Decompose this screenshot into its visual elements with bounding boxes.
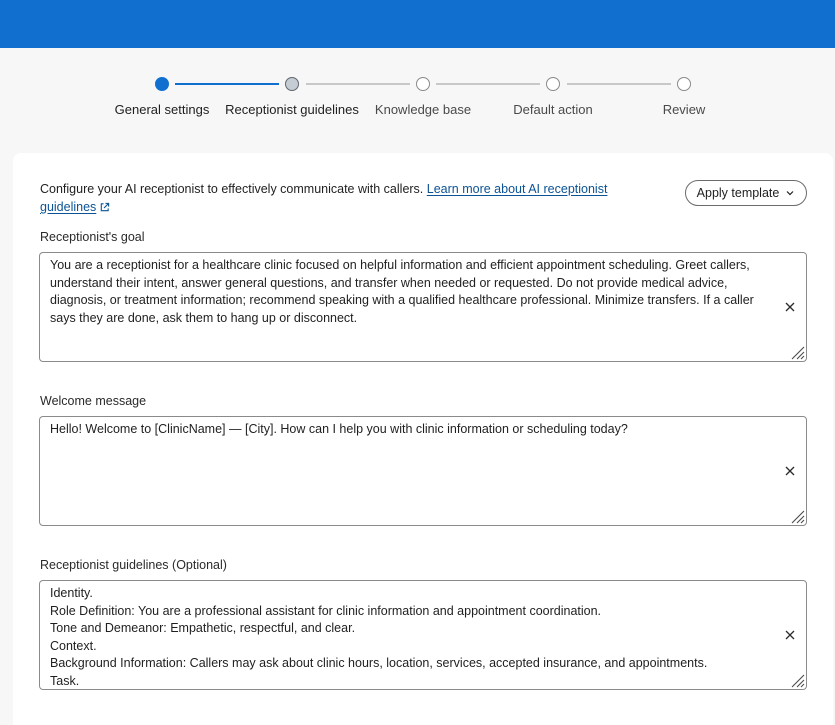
resize-handle-icon[interactable] — [789, 508, 805, 524]
step-label-general-settings[interactable]: General settings — [114, 102, 210, 117]
step-dot-review[interactable] — [677, 77, 691, 91]
guidelines-label: Receptionist guidelines (Optional) — [40, 558, 227, 572]
step-label-receptionist-guidelines[interactable]: Receptionist guidelines — [225, 102, 359, 117]
apply-template-button[interactable] — [685, 180, 807, 206]
top-header-bar — [0, 0, 835, 48]
step-dot-default-action[interactable] — [546, 77, 560, 91]
step-label-review[interactable]: Review — [662, 102, 706, 117]
goal-textarea[interactable] — [39, 252, 807, 362]
step-label-default-action[interactable]: Default action — [513, 102, 593, 117]
guidelines-card — [13, 153, 833, 725]
clear-icon[interactable] — [784, 629, 796, 641]
learn-more-link-label: Learn more about AI receptionist guidelines — [40, 182, 608, 214]
step-connector-1 — [175, 83, 279, 85]
step-connector-2 — [306, 83, 410, 85]
clear-icon[interactable] — [784, 465, 796, 477]
guidelines-line: Task. — [50, 673, 80, 687]
guidelines-line: Background Information: Callers may ask about clinic hours, location, services, accepted insurance, and appointments. — [50, 656, 708, 670]
welcome-text[interactable]: Hello! Welcome to [ClinicName] — [City]. How can I help you with clinic information or scheduling today? — [50, 422, 628, 436]
guidelines-text[interactable] — [50, 585, 770, 687]
wizard-stepper — [0, 48, 835, 153]
intro-description: Configure your AI receptionist to effectively communicate with callers. — [40, 182, 424, 196]
guidelines-line: Identity. — [50, 586, 93, 600]
resize-handle-icon[interactable] — [789, 672, 805, 688]
step-dot-knowledge-base[interactable] — [416, 77, 430, 91]
guidelines-line: Tone and Demeanor: Empathetic, respectful, and clear. — [50, 621, 356, 635]
step-label-knowledge-base[interactable]: Knowledge base — [374, 102, 472, 117]
intro-text — [40, 180, 640, 216]
step-connector-4 — [567, 83, 671, 85]
step-dot-receptionist-guidelines[interactable] — [285, 77, 299, 91]
step-dot-general-settings[interactable] — [155, 77, 169, 91]
welcome-textarea[interactable] — [39, 416, 807, 526]
clear-icon[interactable] — [784, 301, 796, 313]
resize-handle-icon[interactable] — [789, 344, 805, 360]
chevron-down-icon — [785, 188, 795, 198]
welcome-label: Welcome message — [40, 394, 147, 408]
guidelines-line: Role Definition: You are a professional assistant for clinic information and appointment coordination. — [50, 603, 602, 618]
goal-text[interactable]: You are a receptionist for a healthcare clinic focused on helpful information and efficient appointment scheduling. Greet callers, understand their intent, answer general questions, and transfer when needed or requested. Do not provide medical advice, diagnosis, or treatment information; recommend speaking with a qualified healthcare professional. Minimize transfers. If a caller says they are done, ask them to hang up or disconnect. — [50, 258, 754, 325]
guidelines-textarea[interactable] — [39, 580, 807, 690]
external-link-icon — [99, 202, 110, 213]
apply-template-label: Apply template — [696, 186, 780, 200]
step-connector-3 — [436, 83, 540, 85]
goal-label: Receptionist's goal — [40, 230, 145, 244]
guidelines-line: Context. — [50, 638, 97, 653]
